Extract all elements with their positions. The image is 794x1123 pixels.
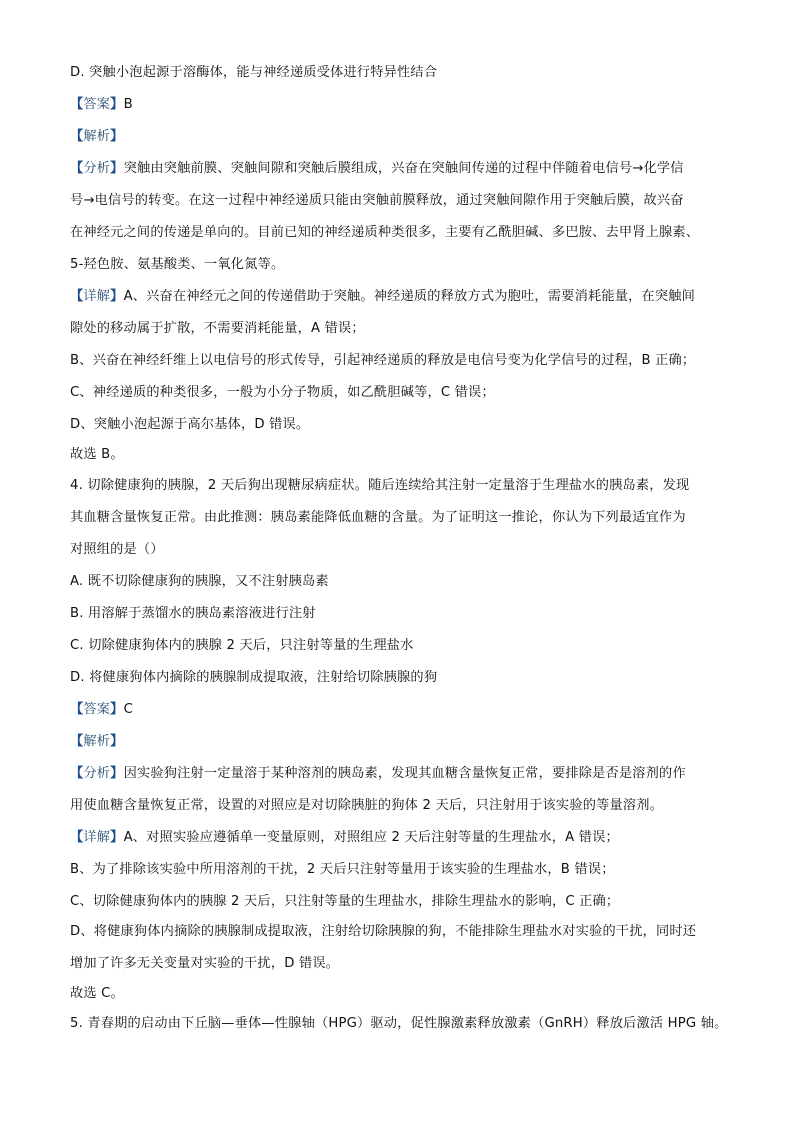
- line-text: 增加了许多无关变量对实验的干扰，D 错误。: [70, 956, 340, 971]
- line-text: 突触由突触前膜、突触间隙和突触后膜组成，兴奋在突触间传递的过程中伴随着电信号→化学信: [123, 161, 684, 176]
- text-line-26: [70, 892, 619, 912]
- section-tag: [70, 702, 124, 717]
- line-text: D. 将健康狗体内摘除的胰腺制成提取液，注射给切除胰腺的狗: [70, 670, 438, 685]
- text-line-5: [70, 223, 699, 243]
- text-line-9: [70, 351, 695, 371]
- text-line-16: [70, 572, 329, 592]
- section-tag-label: 详解: [83, 830, 111, 845]
- bracket-open: 【: [70, 289, 84, 304]
- bracket-open: 【: [70, 734, 84, 749]
- line-text: 故选 B。: [70, 447, 124, 462]
- line-text: 号→电信号的转变。在这一过程中神经递质只能由突触前膜释放，通过突触间隙作用于突触后膜，故兴奋: [70, 193, 684, 208]
- section-line-22: [70, 764, 686, 784]
- text-line-18: [70, 636, 413, 656]
- line-text: 其血糖含量恢复正常。由此推测：胰岛素能降低血糖的含量。为了证明这一推论，你认为下列最适宜作为: [70, 510, 686, 525]
- text-line-12: [70, 445, 124, 465]
- bracket-close: 】: [110, 129, 124, 144]
- bracket-open: 【: [70, 702, 84, 717]
- text-line-28: [70, 954, 339, 974]
- text-line-10: [70, 383, 495, 403]
- line-text: C、神经递质的种类很多，一般为小分子物质，如乙酰胆碱等，C 错误；: [70, 385, 495, 400]
- line-text: A、对照实验应遵循单一变量原则，对照组应 2 天后注射等量的生理盐水，A 错误；: [123, 830, 619, 845]
- line-text: A、兴奋在神经元之间的传递借助于突触。神经递质的释放方式为胞吐，需要消耗能量，在突触间: [123, 289, 696, 304]
- section-tag: [70, 766, 124, 781]
- text-line-11: [70, 415, 309, 435]
- section-tag: [70, 161, 124, 176]
- line-text: 隙处的移动属于扩散，不需要消耗能量，A 错误；: [70, 321, 365, 336]
- text-line-15: [70, 540, 164, 560]
- text-line-6: [70, 255, 284, 275]
- bracket-open: 【: [70, 161, 84, 176]
- line-text: C、切除健康狗体内的胰腺 2 天后，只注射等量的生理盐水，排除生理盐水的影响，C 正确；: [70, 894, 620, 909]
- section-tag-label: 分析: [83, 161, 111, 176]
- text-line-4: [70, 191, 684, 211]
- line-text: C. 切除健康狗体内的胰腺 2 天后，只注射等量的生理盐水: [70, 638, 414, 653]
- bracket-close: 】: [110, 830, 124, 845]
- bracket-close: 】: [110, 702, 124, 717]
- text-line-8: [70, 319, 365, 339]
- section-tag-label: 答案: [83, 97, 111, 112]
- bracket-close: 】: [110, 766, 124, 781]
- section-line-7: [70, 287, 695, 307]
- line-text: D、突触小泡起源于高尔基体，D 错误。: [70, 417, 310, 432]
- text-line-14: [70, 508, 686, 528]
- line-text: 用使血糖含量恢复正常，设置的对照应是对切除胰脏的狗体 2 天后，只注射用于该实验的等量溶剂。: [70, 798, 664, 813]
- line-text: 因实验狗注射一定量溶于某种溶剂的胰岛素，发现其血糖含量恢复正常，要排除是否是溶剂的作: [123, 766, 686, 781]
- section-tag: [70, 830, 124, 845]
- text-line-29: [70, 984, 124, 1004]
- section-line-20: [70, 700, 133, 720]
- section-tag: [70, 289, 124, 304]
- section-tag-label: 解析: [83, 129, 111, 144]
- section-tag: [70, 734, 124, 749]
- line-text: 对照组的是（）: [70, 542, 164, 557]
- section-line-21: [70, 732, 124, 752]
- text-line-0: [70, 63, 437, 83]
- section-line-1: [70, 95, 133, 115]
- line-text: C: [123, 702, 133, 717]
- line-text: D. 突触小泡起源于溶酶体，能与神经递质受体进行特异性结合: [70, 65, 438, 80]
- line-text: A. 既不切除健康狗的胰腺，又不注射胰岛素: [70, 574, 329, 589]
- bracket-close: 】: [110, 734, 124, 749]
- line-text: 故选 C。: [70, 986, 124, 1001]
- section-tag-label: 解析: [83, 734, 111, 749]
- text-line-17: [70, 604, 316, 624]
- text-line-25: [70, 860, 615, 880]
- bracket-open: 【: [70, 129, 84, 144]
- text-line-27: [70, 922, 696, 942]
- line-text: B. 用溶解于蒸馏水的胰岛素溶液进行注射: [70, 606, 316, 621]
- text-line-13: [70, 476, 689, 496]
- line-text: 4. 切除健康狗的胰腺，2 天后狗出现糖尿病症状。随后连续给其注射一定量溶于生理盐水的胰岛素，发现: [70, 478, 690, 493]
- section-tag: [70, 129, 124, 144]
- line-text: B、兴奋在神经纤维上以电信号的形式传导，引起神经递质的释放是电信号变为化学信号的过程，B 正确；: [70, 353, 696, 368]
- line-text: 5. 青春期的启动由下丘脑—垂体—性腺轴（HPG）驱动，促性腺激素释放激素（GnRH）释放后激活 HPG 轴。: [70, 1016, 728, 1031]
- line-text: D、将健康狗体内摘除的胰腺制成提取液，注射给切除胰腺的狗，不能排除生理盐水对实验的干扰，同时还: [70, 924, 697, 939]
- line-text: B、为了排除该实验中所用溶剂的干扰，2 天后只注射等量用于该实验的生理盐水，B 错误；: [70, 862, 615, 877]
- text-line-19: [70, 668, 437, 688]
- section-tag: [70, 97, 124, 112]
- bracket-open: 【: [70, 766, 84, 781]
- line-text: 在神经元之间的传递是单向的。目前已知的神经递质种类很多，主要有乙酰胆碱、多巴胺、去甲肾上腺素、: [70, 225, 700, 240]
- bracket-close: 】: [110, 289, 124, 304]
- line-text: 5-羟色胺、氨基酸类、一氧化氮等。: [70, 257, 285, 272]
- section-line-24: [70, 828, 619, 848]
- line-text: B: [123, 97, 133, 112]
- bracket-open: 【: [70, 830, 84, 845]
- text-line-30: [70, 1014, 728, 1034]
- bracket-close: 】: [110, 97, 124, 112]
- section-tag-label: 分析: [83, 766, 111, 781]
- section-line-2: [70, 127, 124, 147]
- section-tag-label: 详解: [83, 289, 111, 304]
- section-tag-label: 答案: [83, 702, 111, 717]
- section-line-3: [70, 159, 684, 179]
- text-line-23: [70, 796, 663, 816]
- bracket-close: 】: [110, 161, 124, 176]
- bracket-open: 【: [70, 97, 84, 112]
